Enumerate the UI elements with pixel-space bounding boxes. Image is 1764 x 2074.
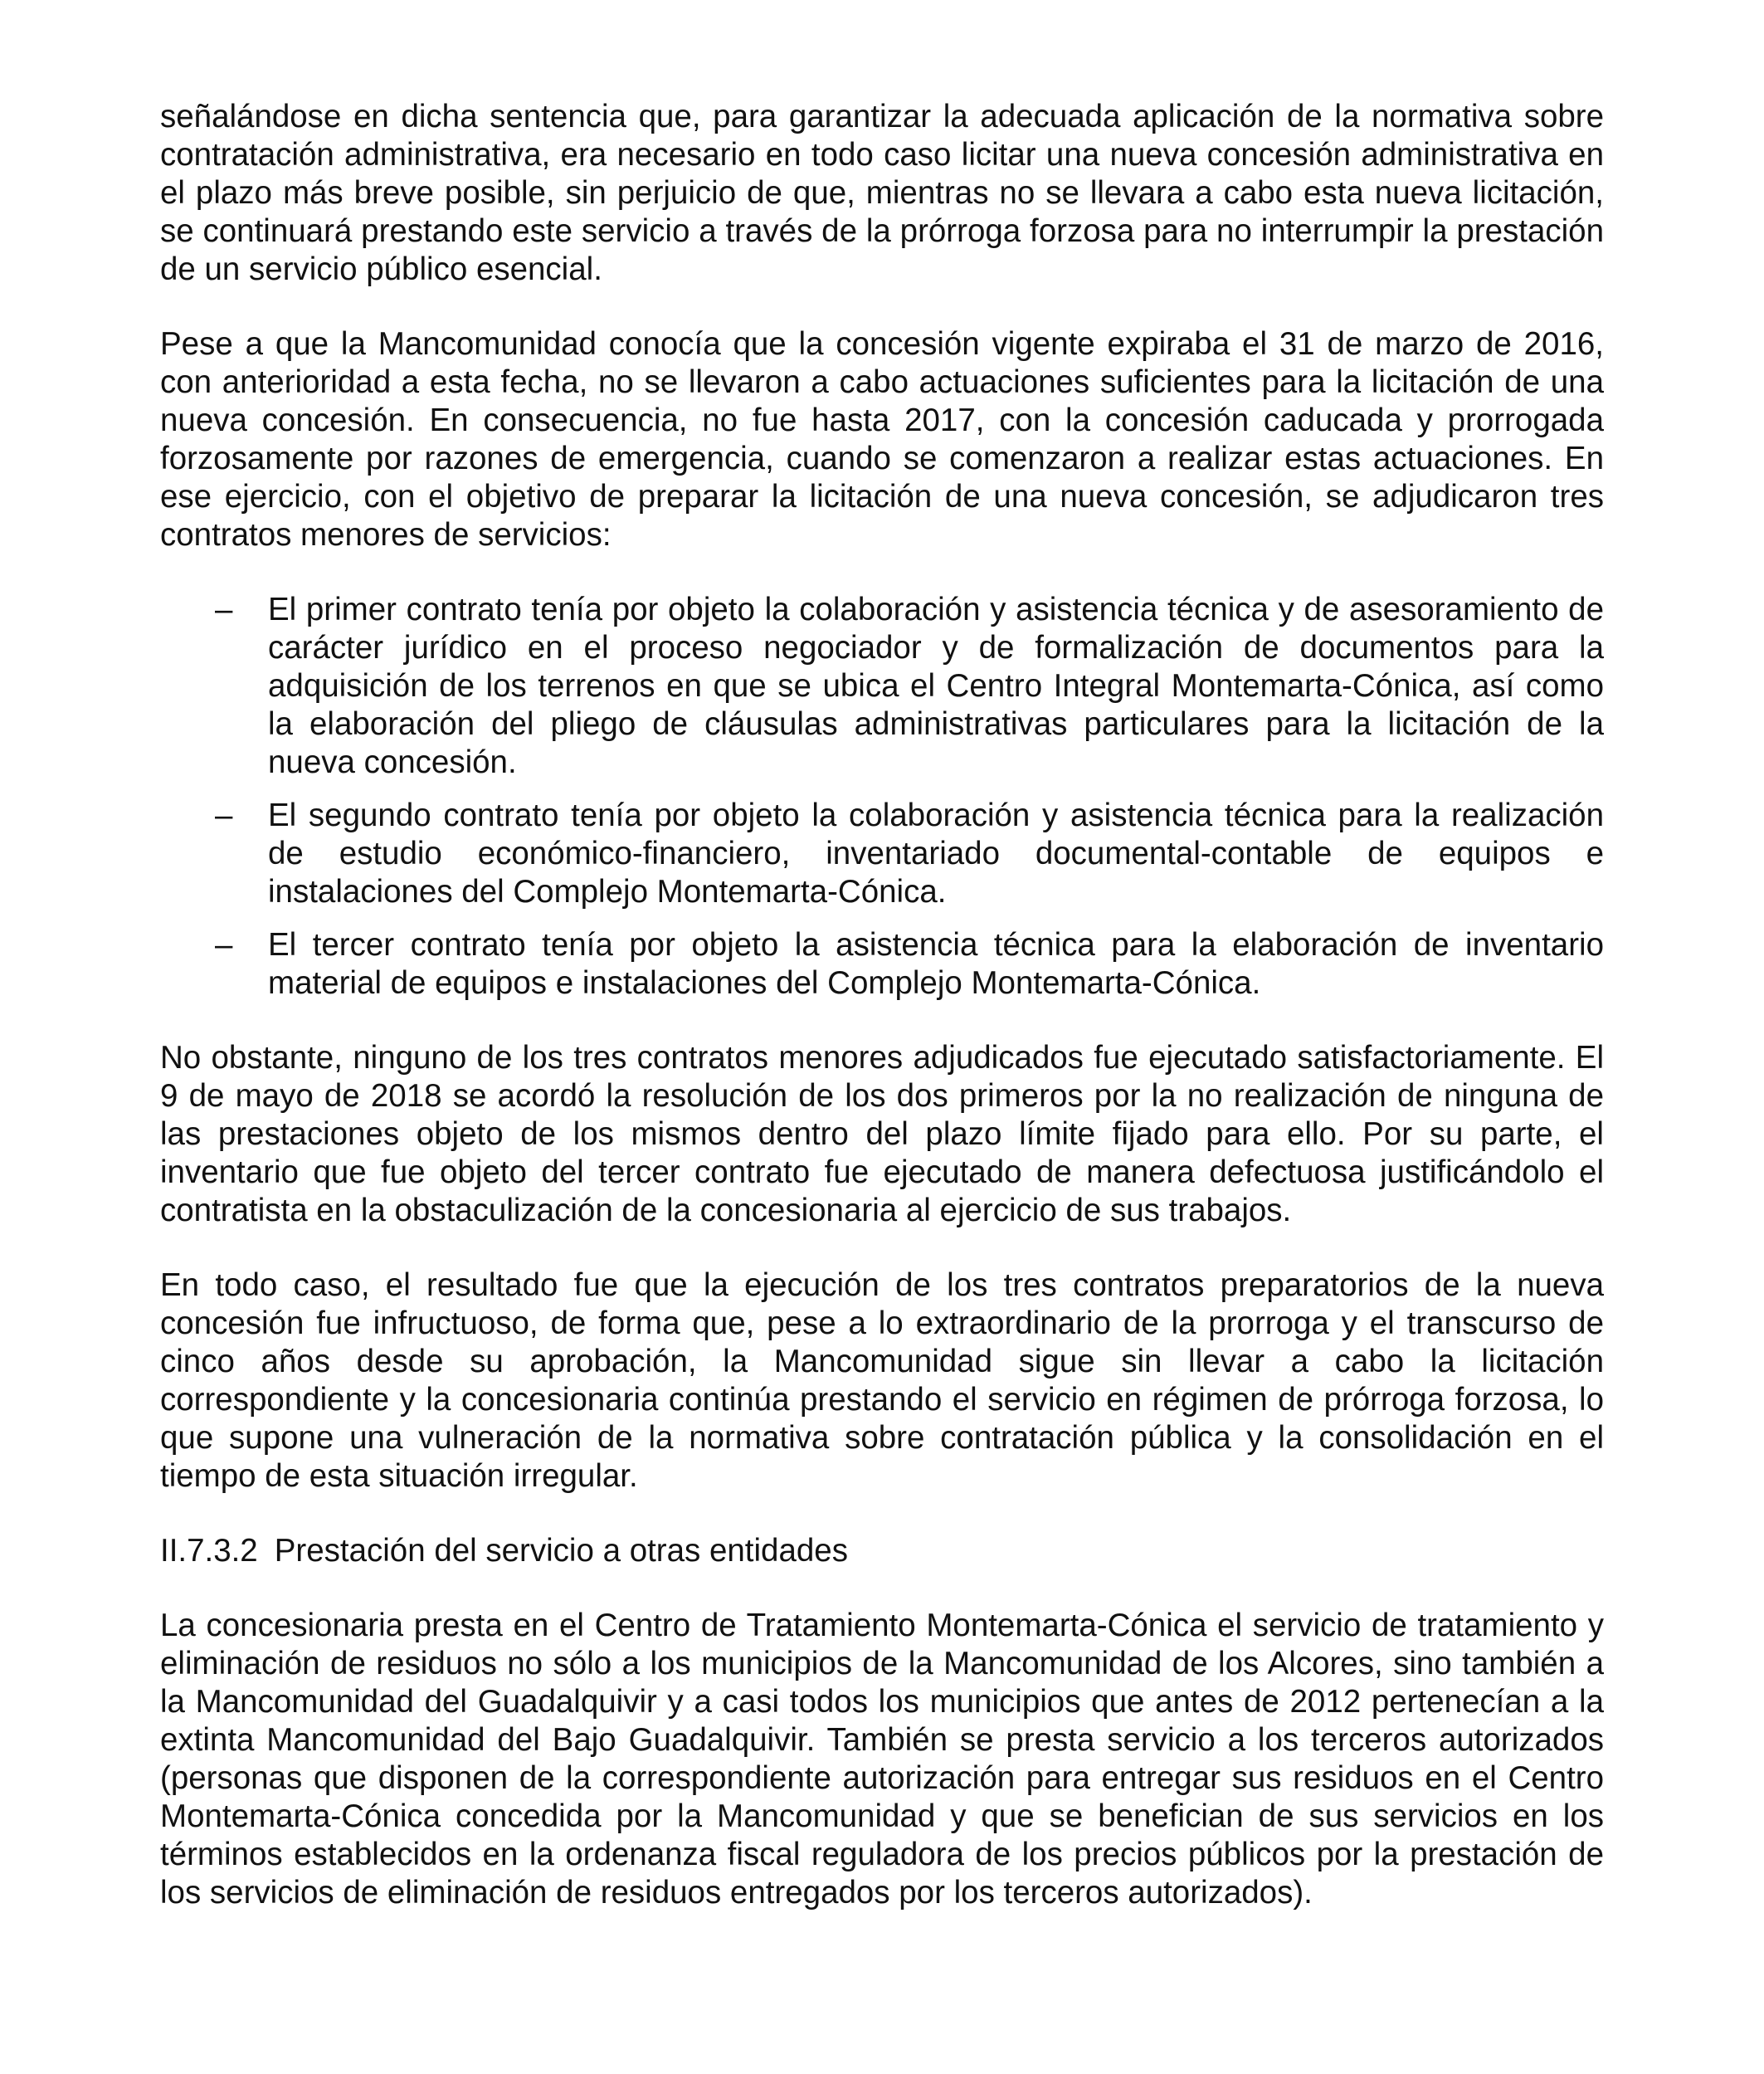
contracts-list	[160, 591, 1604, 1003]
dash-bullet-icon: –	[215, 927, 233, 963]
list-item-tercer-contrato	[160, 926, 1604, 1003]
dash-bullet-icon: –	[215, 798, 233, 833]
list-item-primer-contrato	[160, 591, 1604, 782]
dash-bullet-icon: –	[215, 592, 233, 627]
list-item-text: El primer contrato tenía por objeto la colaboración y asistencia técnica y de asesoramiento de carácter jurídico en el proceso negociador y de formalización de documentos para la adquisición de los terrenos en que se ubica el Centro Integral Montemarta-Cónica, así como la elaboración del pliego de cláusulas administrativas particulares para la licitación de la nueva concesión.	[268, 592, 1604, 780]
list-item-text: El tercer contrato tenía por objeto la asistencia técnica para la elaboración de inventario material de equipos e instalaciones del Complejo Montemarta-Cónica.	[268, 927, 1604, 1001]
document-page	[160, 98, 1604, 1949]
section-title: Prestación del servicio a otras entidades	[274, 1533, 848, 1569]
paragraph-concesion-vigente: Pese a que la Mancomunidad conocía que la concesión vigente expiraba el 31 de marzo de 2016, con anterioridad a esta fecha, no se llevaron a cabo actuaciones suficientes para la licitación de una nueva concesión. En consecuencia, no fue hasta 2017, con la concesión caducada y prorrogada forzosamente por razones de emergencia, cuando se comenzaron a realizar estas actuaciones. En ese ejercicio, con el objetivo de preparar la licitación de una nueva concesión, se adjudicaron tres contratos menores de servicios:	[160, 326, 1604, 553]
section-number: II.7.3.2	[160, 1533, 258, 1569]
paragraph-no-obstante: No obstante, ninguno de los tres contratos menores adjudicados fue ejecutado satisfactoriamente. El 9 de mayo de 2018 se acordó la resolución de los dos primeros por la no realización de ninguna de las prestaciones objeto de los mismos dentro del plazo límite fijado para ello. Por su parte, el inventario que fue objeto del tercer contrato fue ejecutado de manera defectuosa justificándolo el contratista en la obstaculización de la concesionaria al ejercicio de sus trabajos.	[160, 1040, 1604, 1228]
list-item-text: El segundo contrato tenía por objeto la colaboración y asistencia técnica para la realización de estudio económico-financiero, inventariado documental-contable de equipos e instalaciones del Complejo Montemarta-Cónica.	[268, 798, 1604, 910]
paragraph-concesionaria: La concesionaria presta en el Centro de Tratamiento Montemarta-Cónica el servicio de tratamiento y eliminación de residuos no sólo a los municipios de la Mancomunidad de los Alcores, sino también a la Mancomunidad del Guadalquivir y a casi todos los municipios que antes de 2012 pertenecían a la extinta Mancomunidad del Bajo Guadalquivir. También se presta servicio a los terceros autorizados (personas que disponen de la correspondiente autorización para entregar sus residuos en el Centro Montemarta-Cónica concedida por la Mancomunidad y que se benefician de sus servicios en los términos establecidos en la ordenanza fiscal reguladora de los precios públicos por la prestación de los servicios de eliminación de residuos entregados por los terceros autorizados).	[160, 1608, 1604, 1911]
paragraph-sentencia: señalándose en dicha sentencia que, para garantizar la adecuada aplicación de la normativa sobre contratación administrativa, era necesario en todo caso licitar una nueva concesión administrativa en el plazo más breve posible, sin perjuicio de que, mientras no se llevara a cabo esta nueva licitación, se continuará prestando este servicio a través de la prórroga forzosa para no interrumpir la prestación de un servicio público esencial.	[160, 99, 1604, 287]
section-heading	[160, 1532, 1604, 1570]
paragraph-en-todo-caso: En todo caso, el resultado fue que la ejecución de los tres contratos preparatorios de la nueva concesión fue infructuoso, de forma que, pese a lo extraordinario de la prorroga y el transcurso de cinco años desde su aprobación, la Mancomunidad sigue sin llevar a cabo la licitación correspondiente y la concesionaria continúa prestando el servicio en régimen de prórroga forzosa, lo que supone una vulneración de la normativa sobre contratación pública y la consolidación en el tiempo de esta situación irregular.	[160, 1267, 1604, 1494]
list-item-segundo-contrato	[160, 797, 1604, 911]
